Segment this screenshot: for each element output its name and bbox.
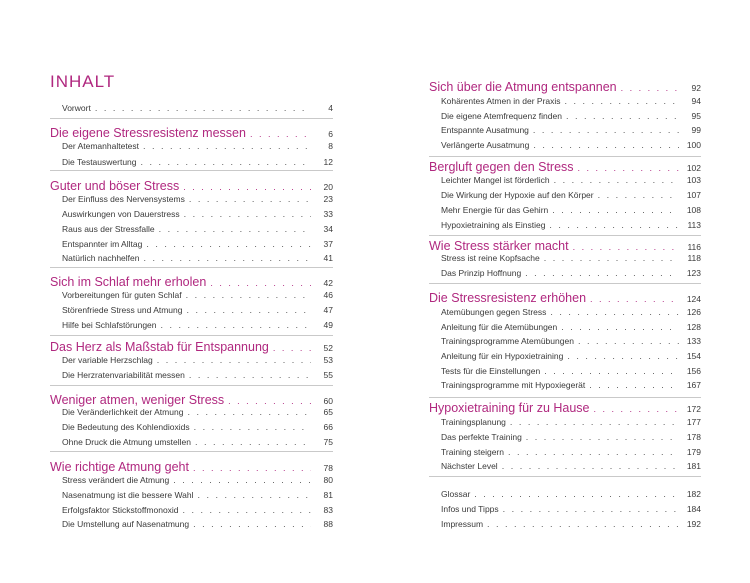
dot-leader	[573, 242, 679, 252]
entry-title: Erfolgsfaktor Stickstoffmonoxid	[62, 505, 179, 515]
page-number: 126	[686, 307, 701, 317]
entry-title: Mehr Energie für das Gehirn	[441, 205, 549, 215]
entry-title: Stress ist reine Kopfsache	[441, 253, 540, 263]
toc-entry[interactable]	[429, 351, 701, 363]
toc-entry[interactable]	[50, 355, 333, 367]
toc-entry[interactable]	[429, 96, 701, 108]
toc-chapter-entry[interactable]	[429, 291, 701, 307]
dot-leader	[526, 432, 679, 442]
toc-entry[interactable]	[429, 140, 701, 152]
page-number: 8	[328, 141, 333, 151]
dot-leader	[210, 278, 311, 288]
toc-entry[interactable]	[429, 366, 701, 378]
chapter-title: Die Stressresistenz erhöhen	[429, 291, 587, 305]
dot-leader	[502, 461, 679, 471]
dot-leader	[578, 163, 679, 173]
page-number: 47	[323, 305, 333, 315]
page-number: 192	[686, 519, 701, 529]
toc-chapter-entry[interactable]	[50, 340, 333, 356]
section-divider	[50, 118, 333, 119]
page-number: 80	[323, 475, 333, 485]
entry-title: Impressum	[441, 519, 484, 529]
page-number: 181	[686, 461, 701, 471]
entry-title: Hypoxietraining als Einstieg	[441, 220, 546, 230]
dot-leader	[578, 336, 679, 346]
page-number: 4	[328, 103, 333, 113]
dot-leader	[510, 417, 679, 427]
toc-chapter-entry[interactable]	[429, 160, 701, 176]
page-number: 46	[323, 290, 333, 300]
section-divider	[50, 335, 333, 336]
page-number: 133	[686, 336, 701, 346]
page-number: 12	[323, 157, 333, 167]
dot-leader	[159, 224, 311, 234]
section-divider	[429, 235, 701, 236]
dot-leader	[598, 190, 679, 200]
toc-chapter-entry[interactable]	[429, 80, 701, 96]
toc-chapter-entry[interactable]	[50, 275, 333, 291]
toc-entry[interactable]	[429, 489, 701, 501]
page-number: 66	[323, 422, 333, 432]
section-divider	[429, 156, 701, 157]
dot-leader	[187, 305, 312, 315]
page-number: 116	[687, 242, 701, 252]
dot-leader	[189, 370, 311, 380]
toc-entry[interactable]	[50, 239, 333, 251]
page-number: 178	[686, 432, 701, 442]
page-number: 182	[686, 489, 701, 499]
entry-title: Die Umstellung auf Nasenatmung	[62, 519, 190, 529]
toc-entry[interactable]	[429, 220, 701, 232]
dot-leader	[194, 422, 311, 432]
page-number: 52	[323, 343, 333, 353]
chapter-title: Sich im Schlaf mehr erholen	[50, 275, 207, 289]
page-number: 95	[691, 111, 701, 121]
entry-title: Ohne Druck die Atmung umstellen	[62, 437, 191, 447]
dot-leader	[590, 294, 679, 304]
dot-leader	[141, 157, 312, 167]
dot-leader	[589, 380, 679, 390]
entry-title: Tests für die Einstellungen	[441, 366, 541, 376]
toc-entry[interactable]	[50, 103, 333, 115]
entry-title: Raus aus der Stressfalle	[62, 224, 155, 234]
dot-leader	[228, 396, 311, 406]
page-number: 184	[686, 504, 701, 514]
dot-leader	[533, 140, 679, 150]
dot-leader	[474, 489, 679, 499]
entry-title: Auswirkungen von Dauerstress	[62, 209, 180, 219]
section-divider	[50, 385, 333, 386]
dot-leader	[183, 182, 311, 192]
section-divider	[429, 476, 701, 477]
entry-title: Nächster Level	[441, 461, 498, 471]
entry-title: Das perfekte Training	[441, 432, 522, 442]
entry-title: Kohärentes Atmen in der Praxis	[441, 96, 561, 106]
toc-entry[interactable]	[429, 461, 701, 473]
dot-leader	[525, 268, 679, 278]
toc-entry[interactable]	[50, 209, 333, 221]
toc-entry[interactable]	[50, 475, 333, 487]
dot-leader	[189, 194, 311, 204]
toc-entry[interactable]	[50, 407, 333, 419]
toc-entry[interactable]	[429, 447, 701, 459]
dot-leader	[198, 490, 311, 500]
page-number: 156	[686, 366, 701, 376]
toc-entry[interactable]	[50, 224, 333, 236]
page-number: 75	[323, 437, 333, 447]
page-number: 123	[686, 268, 701, 278]
page-number: 34	[323, 224, 333, 234]
entry-title: Leichter Mangel ist förderlich	[441, 175, 550, 185]
dot-leader	[566, 111, 679, 121]
page-number: 92	[691, 83, 701, 93]
entry-title: Natürlich nachhelfen	[62, 253, 140, 263]
dot-leader	[621, 83, 679, 93]
entry-title: Der variable Herzschlag	[62, 355, 153, 365]
page-number: 94	[691, 96, 701, 106]
page-number: 42	[323, 278, 333, 288]
page-number: 107	[686, 190, 701, 200]
toc-entry[interactable]	[50, 305, 333, 317]
toc-chapter-entry[interactable]	[50, 460, 333, 476]
entry-title: Entspannter im Alltag	[62, 239, 143, 249]
chapter-title: Hypoxietraining für zu Hause	[429, 401, 590, 415]
entry-title: Vorbereitungen für guten Schlaf	[62, 290, 182, 300]
page-title: INHALT	[50, 72, 116, 91]
dot-leader	[157, 355, 311, 365]
toc-entry[interactable]	[50, 290, 333, 302]
toc-entry[interactable]	[429, 380, 701, 392]
dot-leader	[184, 209, 311, 219]
page-number: 99	[691, 125, 701, 135]
toc-entry[interactable]	[429, 111, 701, 123]
dot-leader	[186, 290, 311, 300]
chapter-title: Wie richtige Atmung geht	[50, 460, 189, 474]
toc-entry[interactable]	[429, 519, 701, 531]
page-number: 65	[323, 407, 333, 417]
dot-leader	[95, 103, 311, 113]
entry-title: Training steigern	[441, 447, 504, 457]
toc-entry[interactable]	[429, 336, 701, 348]
dot-leader	[193, 519, 311, 529]
entry-title: Stress verändert die Atmung	[62, 475, 170, 485]
toc-entry[interactable]	[429, 504, 701, 516]
dot-leader	[594, 404, 680, 414]
entry-title: Die Testauswertung	[62, 157, 137, 167]
chapter-title: Wie Stress stärker macht	[429, 239, 569, 253]
entry-title: Anleitung für die Atemübungen	[441, 322, 558, 332]
dot-leader	[503, 504, 679, 514]
dot-leader	[173, 475, 311, 485]
dot-leader	[550, 307, 679, 317]
toc-chapter-entry[interactable]	[50, 126, 333, 142]
dot-leader	[183, 505, 311, 515]
dot-leader	[144, 253, 312, 263]
toc-entry[interactable]	[429, 125, 701, 137]
section-divider	[50, 170, 333, 171]
dot-leader	[549, 220, 679, 230]
chapter-title: Bergluft gegen den Stress	[429, 160, 574, 174]
entry-title: Infos und Tipps	[441, 504, 499, 514]
dot-leader	[565, 96, 679, 106]
entry-title: Trainingsprogramme mit Hypoxiegerät	[441, 380, 586, 390]
toc-entry[interactable]	[429, 253, 701, 265]
entry-title: Das Prinzip Hoffnung	[441, 268, 522, 278]
chapter-title: Sich über die Atmung entspannen	[429, 80, 617, 94]
entry-title: Verlängerte Ausatmung	[441, 140, 530, 150]
page-number: 55	[323, 370, 333, 380]
page-number: 118	[687, 253, 701, 263]
page-number: 33	[323, 209, 333, 219]
dot-leader	[195, 437, 311, 447]
entry-title: Die Wirkung der Hypoxie auf den Körper	[441, 190, 594, 200]
page-number: 124	[686, 294, 701, 304]
toc-entry[interactable]	[50, 253, 333, 265]
chapter-title: Die eigene Stressresistenz messen	[50, 126, 246, 140]
toc-entry[interactable]	[429, 417, 701, 429]
entry-title: Nasenatmung ist die bessere Wahl	[62, 490, 194, 500]
entry-title: Die Veränderlichkeit der Atmung	[62, 407, 184, 417]
section-divider	[50, 267, 333, 268]
dot-leader	[554, 175, 679, 185]
page-number: 37	[323, 239, 333, 249]
page-number: 23	[323, 194, 333, 204]
section-divider	[429, 283, 701, 284]
dot-leader	[508, 447, 679, 457]
toc-entry[interactable]	[50, 141, 333, 153]
entry-title: Trainingsprogramme Atemübungen	[441, 336, 574, 346]
toc-entry[interactable]	[429, 205, 701, 217]
dot-leader	[273, 343, 311, 353]
entry-title: Hilfe bei Schlafstörungen	[62, 320, 157, 330]
toc-entry[interactable]	[50, 519, 333, 531]
toc-entry[interactable]	[50, 320, 333, 332]
page-number: 103	[686, 175, 701, 185]
toc-entry[interactable]	[429, 175, 701, 187]
dot-leader	[161, 320, 311, 330]
page-number: 49	[323, 320, 333, 330]
dot-leader	[567, 351, 679, 361]
entry-title: Die eigene Atemfrequenz finden	[441, 111, 562, 121]
toc-entry[interactable]	[429, 322, 701, 334]
page-number: 6	[328, 129, 333, 139]
toc-chapter-entry[interactable]	[50, 179, 333, 195]
toc-entry[interactable]	[50, 157, 333, 169]
page-number: 154	[686, 351, 701, 361]
section-divider	[429, 397, 701, 398]
toc-entry[interactable]	[50, 505, 333, 517]
toc-entry[interactable]	[50, 437, 333, 449]
chapter-title: Weniger atmen, weniger Stress	[50, 393, 225, 407]
dot-leader	[533, 125, 679, 135]
page-number: 41	[323, 253, 333, 263]
page-number: 172	[686, 404, 701, 414]
page-number: 60	[323, 396, 333, 406]
page-number: 179	[686, 447, 701, 457]
dot-leader	[552, 205, 679, 215]
dot-leader	[487, 519, 679, 529]
page-number: 177	[686, 417, 701, 427]
dot-leader	[193, 463, 311, 473]
toc-chapter-entry[interactable]	[429, 401, 701, 417]
entry-title: Störenfriede Stress und Atmung	[62, 305, 183, 315]
toc-entry[interactable]	[50, 370, 333, 382]
toc-entry[interactable]	[429, 307, 701, 319]
dot-leader	[146, 239, 311, 249]
toc-entry[interactable]	[50, 422, 333, 434]
entry-title: Der Atemanhaltetest	[62, 141, 140, 151]
entry-title: Die Herzratenvariabilität messen	[62, 370, 185, 380]
page-number: 78	[323, 463, 333, 473]
toc-entry[interactable]	[429, 190, 701, 202]
entry-title: Die Bedeutung des Kohlendioxids	[62, 422, 190, 432]
page-number: 113	[687, 220, 701, 230]
toc-entry[interactable]	[50, 194, 333, 206]
section-divider	[50, 451, 333, 452]
toc-entry[interactable]	[429, 432, 701, 444]
dot-leader	[187, 407, 311, 417]
toc-entry[interactable]	[50, 490, 333, 502]
dot-leader	[143, 141, 311, 151]
page-number: 167	[686, 380, 701, 390]
entry-title: Entspannte Ausatmung	[441, 125, 529, 135]
entry-title: Atemübungen gegen Stress	[441, 307, 547, 317]
dot-leader	[250, 129, 311, 139]
entry-title: Vorwort	[62, 103, 91, 113]
chapter-title: Guter und böser Stress	[50, 179, 180, 193]
toc-entry[interactable]	[429, 268, 701, 280]
entry-title: Glossar	[441, 489, 471, 499]
page-number: 108	[686, 205, 701, 215]
page-number: 83	[323, 505, 333, 515]
entry-title: Anleitung für ein Hypoxietraining	[441, 351, 564, 361]
page-number: 88	[323, 519, 333, 529]
page-number: 53	[323, 355, 333, 365]
page-number: 81	[323, 490, 333, 500]
entry-title: Der Einfluss des Nervensystems	[62, 194, 185, 204]
dot-leader	[561, 322, 679, 332]
dot-leader	[544, 366, 679, 376]
entry-title: Trainingsplanung	[441, 417, 506, 427]
dot-leader	[544, 253, 679, 263]
page-number: 102	[686, 163, 701, 173]
page-number: 20	[323, 182, 333, 192]
chapter-title: Das Herz als Maßstab für Entspannung	[50, 340, 269, 354]
page-number: 100	[686, 140, 701, 150]
page-number: 128	[686, 322, 701, 332]
